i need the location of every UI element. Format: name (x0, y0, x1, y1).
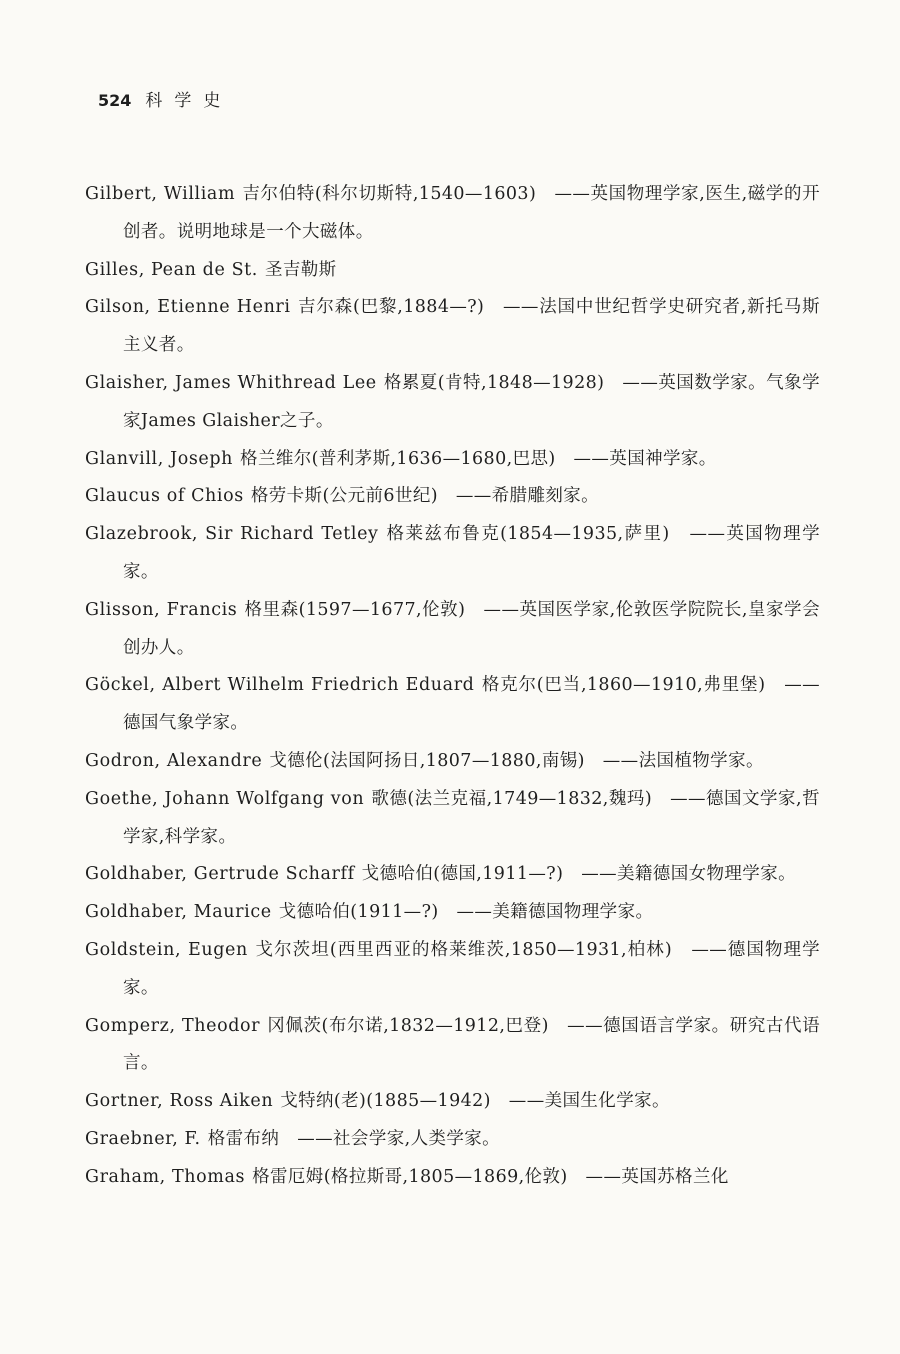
index-entry (85, 516, 820, 592)
entry-name: Gilles, Pean de St. (85, 259, 258, 280)
entry-description: 格里森(1597—1677,伦敦) ——英国医学家,伦敦医学院院长,皇家学会创办人。 (123, 599, 820, 658)
entry-description: 戈特纳(老)(1885—1942) ——美国生化学家。 (280, 1091, 670, 1112)
entry-description: 格克尔(巴当,1860—1910,弗里堡) ——德国气象学家。 (123, 675, 821, 734)
index-entry (85, 1159, 820, 1197)
index-entry (85, 667, 820, 743)
entry-name: Goldstein, Eugen (85, 939, 248, 960)
entry-name: Gomperz, Theodor (85, 1015, 261, 1036)
entry-description: 吉尔森(巴黎,1884—?) ——法国中世纪哲学史研究者,新托马斯主义者。 (123, 297, 820, 356)
entry-description: 歌德(法兰克福,1749—1832,魏玛) ——德国文学家,哲学家,科学家。 (123, 788, 820, 847)
entry-name: Glaisher, James Whithread Lee (85, 372, 377, 393)
index-entry (85, 478, 820, 516)
page-number: 524 (98, 91, 132, 110)
index-entry (85, 1008, 820, 1084)
entry-description: 冈佩茨(布尔诺,1832—1912,巴登) ——德国语言学家。研究古代语言。 (123, 1015, 820, 1074)
entry-name: Glisson, Francis (85, 599, 238, 620)
index-entry (85, 894, 820, 932)
index-entry (85, 252, 820, 290)
index-entry (85, 781, 820, 857)
index-entry (85, 743, 820, 781)
index-entry (85, 365, 820, 441)
entry-name: Goethe, Johann Wolfgang von (85, 788, 365, 809)
running-title: 科学史 (145, 91, 233, 111)
index-entry (85, 289, 820, 365)
index-entry (85, 1121, 820, 1159)
index-entry (85, 932, 820, 1008)
entry-description: 格劳卡斯(公元前6世纪) ——希腊雕刻家。 (250, 486, 600, 507)
entry-name: Graham, Thomas (85, 1166, 246, 1187)
index-entry (85, 441, 820, 479)
entry-name: Godron, Alexandre (85, 750, 263, 771)
entry-description: 格莱兹布鲁克(1854—1935,萨里) ——英国物理学家。 (123, 524, 820, 582)
entry-name: Goldhaber, Gertrude Scharff (85, 864, 355, 885)
entry-description: 格雷厄姆(格拉斯哥,1805—1869,伦敦) ——英国苏格兰化 (252, 1166, 729, 1187)
index-entry (85, 856, 820, 894)
entry-description: 格兰维尔(普利茅斯,1636—1680,巴思) ——英国神学家。 (240, 448, 717, 469)
entry-description: 戈德哈伯(1911—?) ——美籍德国物理学家。 (278, 902, 654, 923)
entry-name: Goldhaber, Maurice (85, 902, 272, 923)
entry-description: 吉尔伯特(科尔切斯特,1540—1603) ——英国物理学家,医生,磁学的开创者。说明地球是一个大磁体。 (123, 184, 820, 242)
entry-name: Glaucus of Chios (85, 486, 244, 507)
entry-name: Gilbert, William (85, 184, 236, 204)
entry-description: 圣吉勒斯 (264, 259, 337, 280)
index-entry (85, 176, 820, 252)
index-entry (85, 592, 820, 668)
entry-name: Göckel, Albert Wilhelm Friedrich Eduard (85, 675, 475, 696)
entry-name: Gortner, Ross Aiken (85, 1091, 274, 1112)
entry-name: Gilson, Etienne Henri (85, 297, 291, 318)
entry-description: 格累夏(肯特,1848—1928) ——英国数学家。气象学家James Glaisher之子。 (123, 372, 820, 431)
entry-description: 戈尔茨坦(西里西亚的格莱维茨,1850—1931,柏林) ——德国物理学家。 (123, 939, 820, 998)
entry-name: Glazebrook, Sir Richard Tetley (85, 524, 379, 545)
entry-description: 戈德伦(法国阿扬日,1807—1880,南锡) ——法国植物学家。 (269, 750, 764, 771)
page-header (98, 86, 232, 111)
entry-name: Glanvill, Joseph (85, 448, 234, 469)
entry-name: Graebner, F. (85, 1128, 201, 1149)
index-entries (85, 176, 820, 1197)
entry-description: 格雷布纳 ——社会学家,人类学家。 (207, 1128, 501, 1149)
entry-description: 戈德哈伯(德国,1911—?) ——美籍德国女物理学家。 (361, 864, 796, 885)
index-entry (85, 1083, 820, 1121)
